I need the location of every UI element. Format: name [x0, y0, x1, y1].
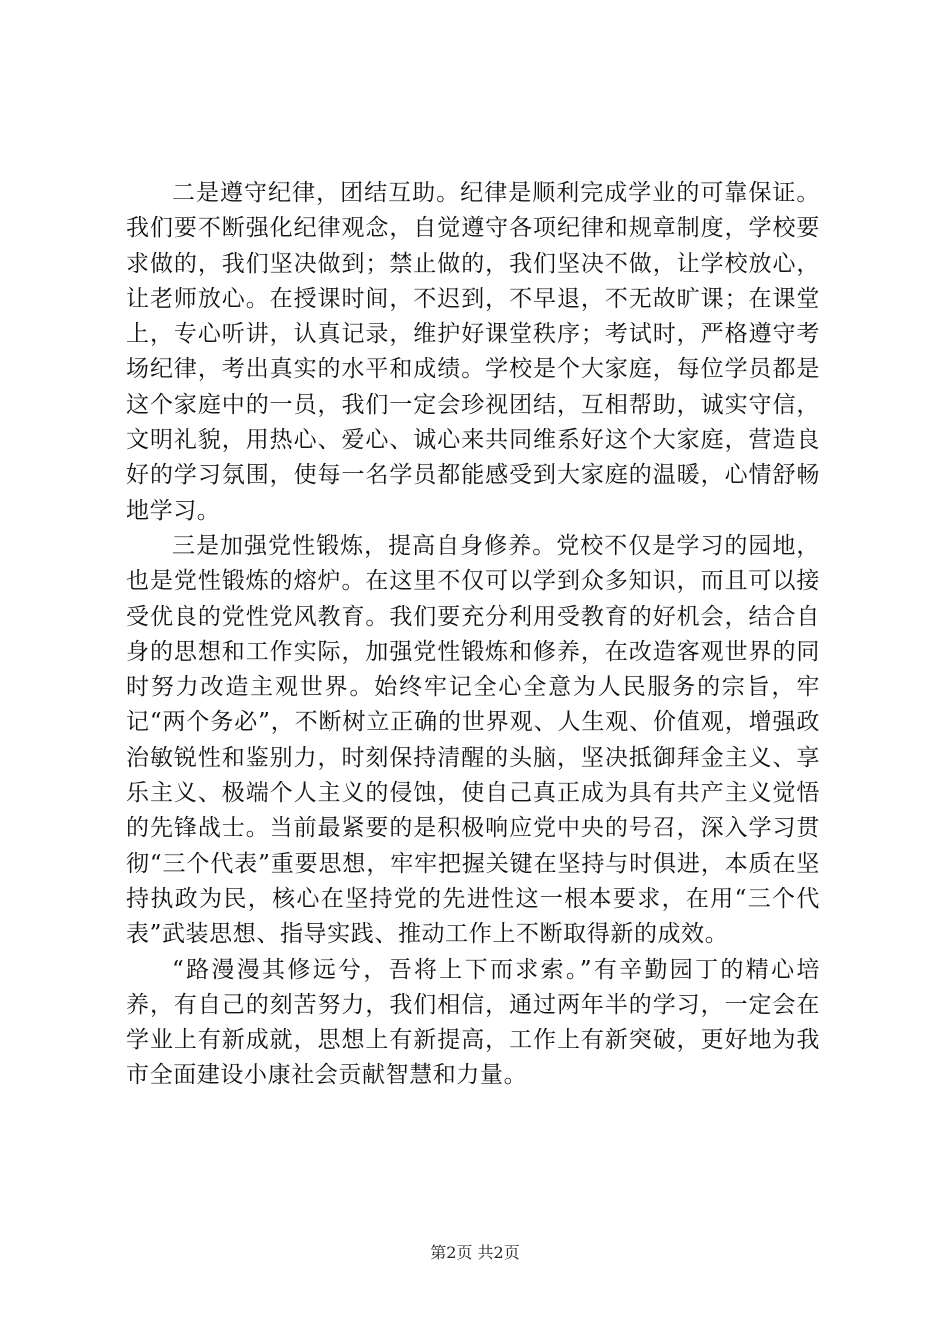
document-body	[126, 176, 820, 1094]
page-number-footer: 第2页 共2页	[430, 1243, 520, 1262]
paragraph-party-spirit: 三是加强党性锻炼，提高自身修养。党校不仅是学习的园地，也是党性锻炼的熔炉。在这里不仅可以学到众多知识，而且可以接受优良的党性党风教育。我们要充分利用受教育的好机会，结合自身的思想和工作实际，加强党性锻炼和修养，在改造客观世界的同时努力改造主观世界。始终牢记全心全意为人民服务的宗旨，牢记“两个务必”，不断树立正确的世界观、人生观、价值观，增强政治敏锐性和鉴别力，时刻保持清醒的头脑，坚决抵御拜金主义、享乐主义、极端个人主义的侵蚀，使自己真正成为具有共产主义觉悟的先锋战士。当前最紧要的是积极响应党中央的号召，深入学习贯彻“三个代表”重要思想，牢牢把握关键在坚持与时俱进，本质在坚持执政为民，核心在坚持党的先进性这一根本要求，在用“三个代表”武装思想、指导实践、推动工作上不断取得新的成效。	[126, 532, 820, 948]
paragraph-closing: “路漫漫其修远兮，吾将上下而求索。”有辛勤园丁的精心培养，有自己的刻苦努力，我们相信，通过两年半的学习，一定会在学业上有新成就，思想上有新提高，工作上有新突破，更好地为我市全面建设小康社会贡献智慧和力量。	[126, 956, 820, 1089]
paragraph-discipline: 二是遵守纪律，团结互助。纪律是顺利完成学业的可靠保证。我们要不断强化纪律观念，自觉遵守各项纪律和规章制度，学校要求做的，我们坚决做到；禁止做的，我们坚决不做，让学校放心，让老师放心。在授课时间，不迟到，不早退，不无故旷课；在课堂上，专心听讲，认真记录，维护好课堂秩序；考试时，严格遵守考场纪律，考出真实的水平和成绩。学校是个大家庭，每位学员都是这个家庭中的一员，我们一定会珍视团结，互相帮助，诚实守信，文明礼貌，用热心、爱心、诚心来共同维系好这个大家庭，营造良好的学习氛围，使每一名学员都能感受到大家庭的温暖，心情舒畅地学习。	[126, 180, 820, 524]
